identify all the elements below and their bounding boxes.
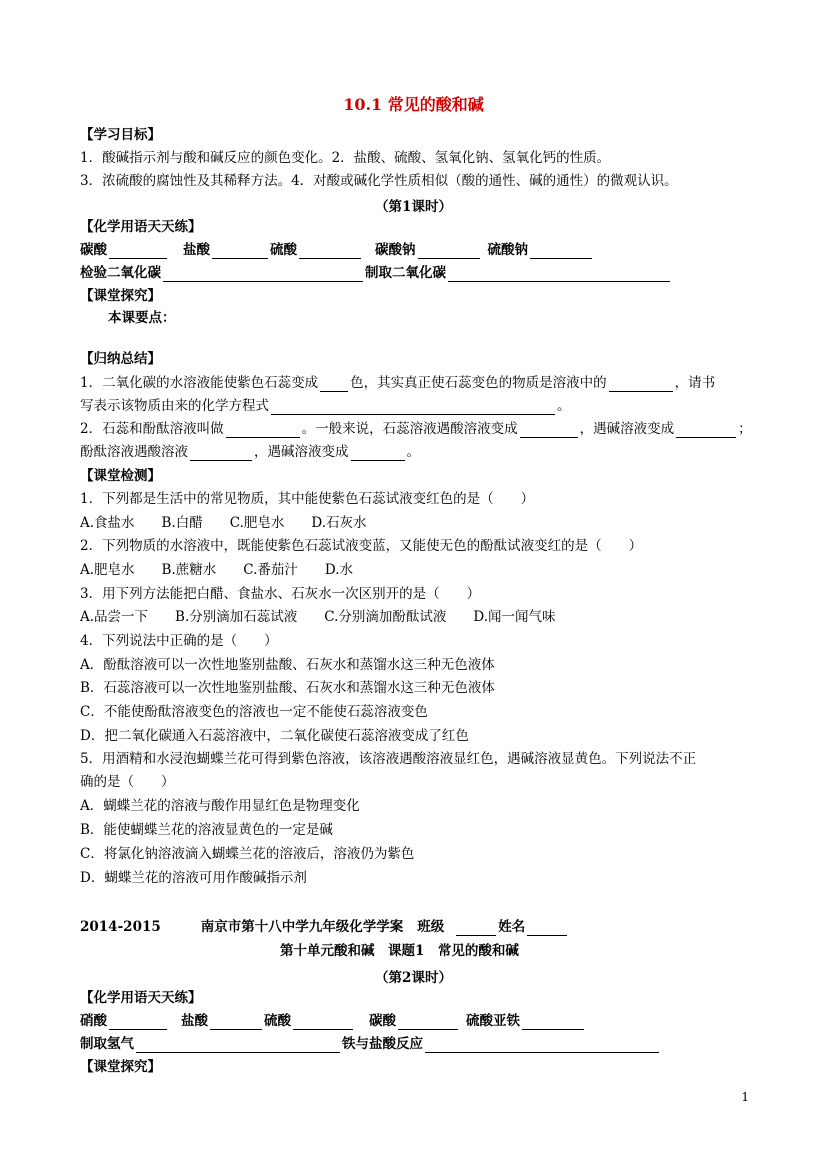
check-line: A．蝴蝶兰花的溶液与酸作用显红色是物理变化: [80, 798, 360, 814]
practice1-item: 盐酸: [183, 242, 210, 258]
name-label: 姓名: [498, 919, 526, 935]
summary-q2-text-d: ；: [738, 421, 752, 437]
practice2-row2: [80, 1035, 661, 1053]
goals-heading: 【学习目标】: [80, 127, 161, 143]
check-line: 4．下列说法中正确的是（ ）: [80, 633, 278, 649]
check-line: 3．用下列方法能把白醋、食盐水、石灰水一次区别开的是（ ）: [80, 586, 481, 602]
check-line: D．把二氧化碳通入石蕊溶液中，二氧化碳使石蕊溶液变成了红色: [80, 728, 469, 744]
check-line: 5．用酒精和水浸泡蝴蝶兰花可得到紫色溶液，该溶液遇酸溶液显红色，遇碱溶液显黄色。下列说法不正: [80, 751, 697, 767]
summary-heading: 【归纳总结】: [80, 351, 161, 367]
summary-q1-line1: [80, 374, 715, 392]
practice2-heading: 【化学用语天天练】: [80, 990, 202, 1006]
school-year: 2014-2015: [80, 919, 161, 935]
practice1-item: 硫酸钠: [487, 242, 528, 258]
summary-q2-text-c: ，遇碱溶液变成: [579, 421, 675, 437]
summary-q1-text-d: 写表示该物质由来的化学方程式: [80, 398, 269, 414]
check-line: 确的是（ ）: [80, 774, 175, 790]
practice2-row2-label-a: 制取氢气: [80, 1036, 134, 1052]
summary-q1-text-a: 1．二氧化碳的水溶液能使紫色石蕊变成: [80, 375, 319, 391]
practice1-item: 硫酸: [270, 242, 297, 258]
check-line: A.食盐水 B.白醋 C.肥皂水 D.石灰水: [80, 515, 367, 531]
goals-line-1: 1．酸碱指示剂与酸和碱反应的颜色变化。2．盐酸、硫酸、氢氧化钠、氢氧化钙的性质。: [80, 150, 611, 166]
check-line: C．不能使酚酞溶液变色的溶液也一定不能使石蕊溶液变色: [80, 704, 428, 720]
practice1-item: 碳酸钠: [375, 242, 416, 258]
unit-title: 第十单元酸和碱 课题1 常见的酸和碱: [280, 943, 519, 959]
explore2-heading: 【课堂探究】: [80, 1059, 161, 1075]
check-line: D．蝴蝶兰花的溶液可用作酸碱指示剂: [80, 870, 307, 886]
check-line: 2．下列物质的水溶液中，既能使紫色石蕊试液变蓝，又能使无色的酚酞试液变红的是（ ）: [80, 538, 643, 554]
summary-q2-line2: [80, 443, 420, 461]
explore1-heading: 【课堂探究】: [80, 288, 161, 304]
check-line: A.品尝一下 B.分别滴加石蕊试液 C.分别滴加酚酞试液 D.闻一闻气味: [80, 609, 556, 625]
class-label: 班级: [417, 919, 445, 935]
practice2-item: 盐酸: [181, 1013, 208, 1029]
practice1-heading: 【化学用语天天练】: [80, 219, 202, 235]
header2-row: [80, 918, 569, 936]
check-line: 1．下列都是生活中的常见物质，其中能使紫色石蕊试液变红色的是（ ）: [80, 491, 535, 507]
practice2-item: 硝酸: [80, 1013, 107, 1029]
practice2-row2-label-b: 铁与盐酸反应: [342, 1036, 423, 1052]
summary-q2-text-f: ，遇碱溶液变成: [254, 444, 349, 460]
practice2-row1: [80, 1012, 586, 1030]
check-line: A.肥皂水 B.蔗糖水 C.番茄汁 D.水: [80, 562, 354, 578]
check-line: B．能使蝴蝶兰花的溶液显黄色的一定是碱: [80, 822, 333, 838]
summary-q1-text-b: 色，其实真正使石蕊变色的物质是溶液中的: [350, 375, 607, 391]
practice1-row1: [80, 241, 594, 259]
practice1-row2-label-b: 制取二氧化碳: [365, 265, 446, 281]
practice2-item: 碳酸: [369, 1013, 396, 1029]
check-heading: 【课堂检测】: [80, 468, 161, 484]
check-line: C．将氯化钠溶液滴入蝴蝶兰花的溶液后，溶液仍为紫色: [80, 846, 415, 862]
summary-q1-text-e: 。: [557, 398, 571, 414]
lesson-2-label: （第2课时）: [375, 970, 452, 986]
summary-q2-text-a: 2．石蕊和酚酞溶液叫做: [80, 421, 224, 437]
goals-line-2: 3．浓硫酸的腐蚀性及其稀释方法。4．对酸或碱化学性质相似（酸的通性、碱的通性）的微观认识。: [80, 173, 678, 189]
summary-q1-text-c: ，请书: [674, 375, 716, 391]
keypoints-label: 本课要点：: [108, 310, 176, 326]
practice2-item: 硫酸: [264, 1013, 291, 1029]
summary-q2-text-g: 。: [406, 444, 420, 460]
summary-q2-text-b: 。一般来说，石蕊溶液遇酸溶液变成: [301, 421, 518, 437]
check-line: A．酚酞溶液可以一次性地鉴别盐酸、石灰水和蒸馏水这三种无色液体: [80, 657, 495, 673]
practice1-row2-label-a: 检验二氧化碳: [80, 265, 161, 281]
practice1-item: 碳酸: [80, 242, 107, 258]
practice2-item: 硫酸亚铁: [466, 1013, 520, 1029]
lesson-1-label: （第1课时）: [375, 199, 452, 215]
summary-q2-text-e: 酚酞溶液遇酸溶液: [80, 444, 188, 460]
page-title: 10.1 常见的酸和碱: [343, 95, 484, 114]
summary-q2-line1: [80, 420, 752, 438]
check-line: B．石蕊溶液可以一次性地鉴别盐酸、石灰水和蒸馏水这三种无色液体: [80, 680, 495, 696]
practice1-row2: [80, 264, 672, 282]
summary-q1-line2: [80, 397, 571, 415]
school-name: 南京市第十八中学九年级化学学案: [200, 919, 404, 935]
page-number: 1: [741, 1090, 749, 1104]
